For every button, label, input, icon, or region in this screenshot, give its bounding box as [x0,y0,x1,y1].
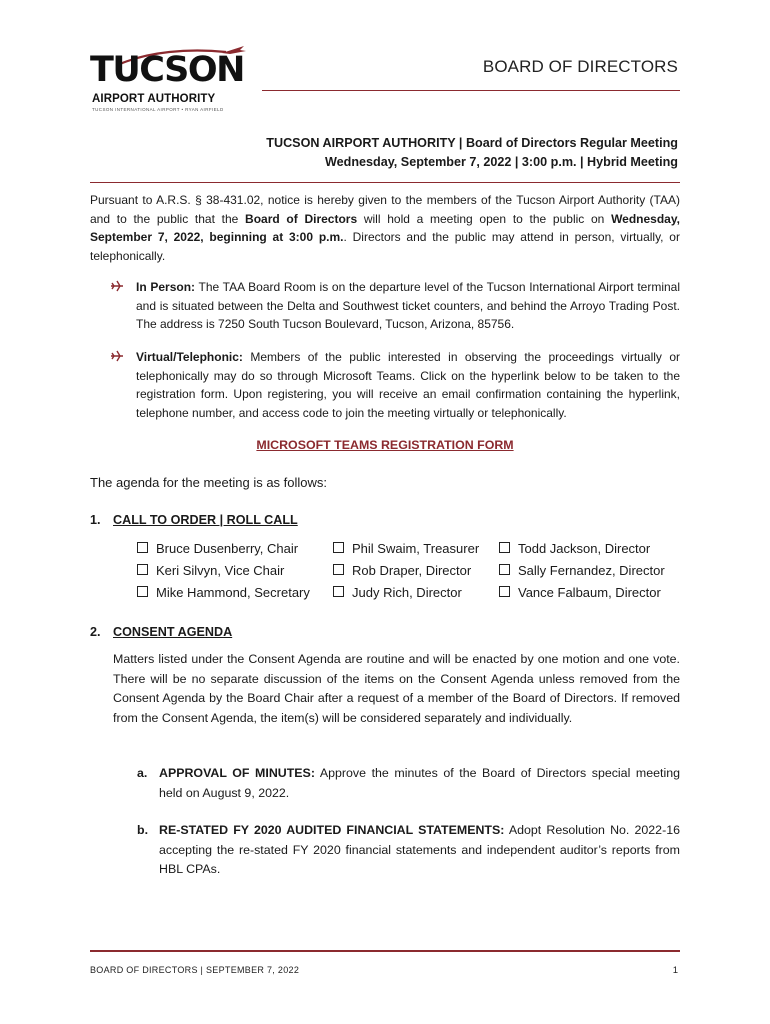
checkbox[interactable] [499,542,510,553]
section-heading: CALL TO ORDER | ROLL CALL [113,513,298,527]
header-divider [90,182,680,183]
checkbox[interactable] [333,564,344,575]
member-name: Judy Rich, Director [352,584,462,600]
section-heading: CONSENT AGENDA [113,625,233,639]
roll-call-item [499,560,665,582]
in-person-text: The TAA Board Room is on the departure level of the Tucson International Airport terminal and is situated between the Delta and Southwest ticket counters, and behind the Arroyo Trading Post. The address is 7250 South Tucson Boulevard, Tucson, Arizona, 85756. [136,280,680,332]
meeting-date-line: Wednesday, September 7, 2022 | 3:00 p.m. | Hybrid Meeting [324,155,678,169]
page-number: 1 [672,965,678,976]
footer-divider [90,950,680,952]
checkbox[interactable] [137,542,148,553]
item-letter: b. [137,823,149,837]
roll-call-item [333,560,479,582]
item-approval-of-minutes [137,764,680,803]
section-call-to-order [90,513,298,527]
member-name: Sally Fernandez, Director [518,562,665,578]
item-text: Approve the minutes of the Board of Directors special meeting held on August 9, 2022. [159,766,680,800]
virtual-label: Virtual/Telephonic: [136,350,243,364]
teams-registration-link[interactable]: MICROSOFT TEAMS REGISTRATION FORM [256,438,514,452]
roll-call-item [333,538,479,560]
roll-call-item [137,582,310,604]
notice-text-3: . Directors and the public may attend in person, virtually, or telephonically. [90,230,680,263]
member-name: Phil Swaim, Treasurer [352,541,480,556]
roll-call-item [333,582,479,604]
checkbox[interactable] [333,586,344,597]
checkbox[interactable] [137,586,148,597]
notice-paragraph [90,191,680,265]
airplane-bullet-icon [110,350,124,362]
logo-tagline: TUCSON INTERNATIONAL AIRPORT • RYAN AIRFIELD [92,107,224,112]
notice-text-2: will hold a meeting open to the public on [357,211,612,226]
title-rule [262,90,680,91]
in-person-bullet [110,278,680,334]
notice-text-1: Pursuant to A.R.S. § 38-431.02, notice is hereby given to the members of the Tucson Airport Authority (TAA) and to the public that the [90,193,680,226]
item-letter: a. [137,766,148,780]
tucson-airport-authority-logo [90,44,244,120]
member-name: Keri Silvyn, Vice Chair [156,562,285,578]
roll-call-item [499,582,665,604]
checkbox[interactable] [137,564,148,575]
agenda-intro: The agenda for the meeting is as follows: [90,475,328,490]
checkbox[interactable] [499,564,510,575]
checkbox[interactable] [499,586,510,597]
member-name: Bruce Dusenberry, Chair [156,541,299,556]
notice-bold-date: Wednesday, September 7, 2022, beginning at 3:00 p.m. [90,211,680,245]
consent-agenda-paragraph: Matters listed under the Consent Agenda are routine and will be enacted by one motion and one vote. There will be no separate discussion of the items on the Consent Agenda unless removed from the Consent Agenda by the Board Chair after a request of a member of the Board of Directors. If removed from the Consent Agenda, the item(s) will be considered separately and individually. [113,652,680,725]
logo-subtitle: AIRPORT AUTHORITY [92,93,216,105]
airplane-bullet-icon [110,280,124,292]
roll-call-column-1 [137,538,310,603]
in-person-label: In Person: [136,280,196,294]
roll-call-column-3 [499,538,665,603]
member-name: Vance Falbaum, Director [518,584,661,600]
item-heading: APPROVAL OF MINUTES: [159,766,315,780]
item-financial-statements [137,821,680,880]
checkbox[interactable] [333,542,344,553]
section-number: 1. [90,513,101,527]
virtual-bullet [110,348,680,422]
roll-call-item [137,538,310,560]
document-title: BOARD OF DIRECTORS [482,57,678,76]
roll-call-column-2 [333,538,479,603]
member-name: Rob Draper, Director [352,562,472,578]
roll-call-item [499,538,665,560]
footer-text: BOARD OF DIRECTORS | SEPTEMBER 7, 2022 [90,965,300,975]
section-number: 2. [90,625,101,639]
meeting-title: TUCSON AIRPORT AUTHORITY | Board of Directors Regular Meeting [266,136,678,150]
member-name: Todd Jackson, Director [518,541,651,556]
item-text: Adopt Resolution No. 2022-16 accepting the re-stated FY 2020 financial statements and independent auditor’s reports from HBL CPAs. [159,823,680,877]
section-consent-agenda [90,625,232,639]
notice-bold-board: Board of Directors [245,211,358,226]
item-heading: RE-STATED FY 2020 AUDITED FINANCIAL STATEMENTS: [159,823,505,837]
logo-wordmark: TUCSON [90,50,244,90]
roll-call-item [137,560,310,582]
member-name: Mike Hammond, Secretary [156,584,310,600]
virtual-text: Members of the public interested in observing the proceedings virtually or telephonically may do so through Microsoft Teams. Click on the hyperlink below to be taken to the registration form. Upon registering, you will receive an email confirmation containing the hyperlink, telephone number, and access code to join the meeting virtually or telephonically. [136,350,680,420]
